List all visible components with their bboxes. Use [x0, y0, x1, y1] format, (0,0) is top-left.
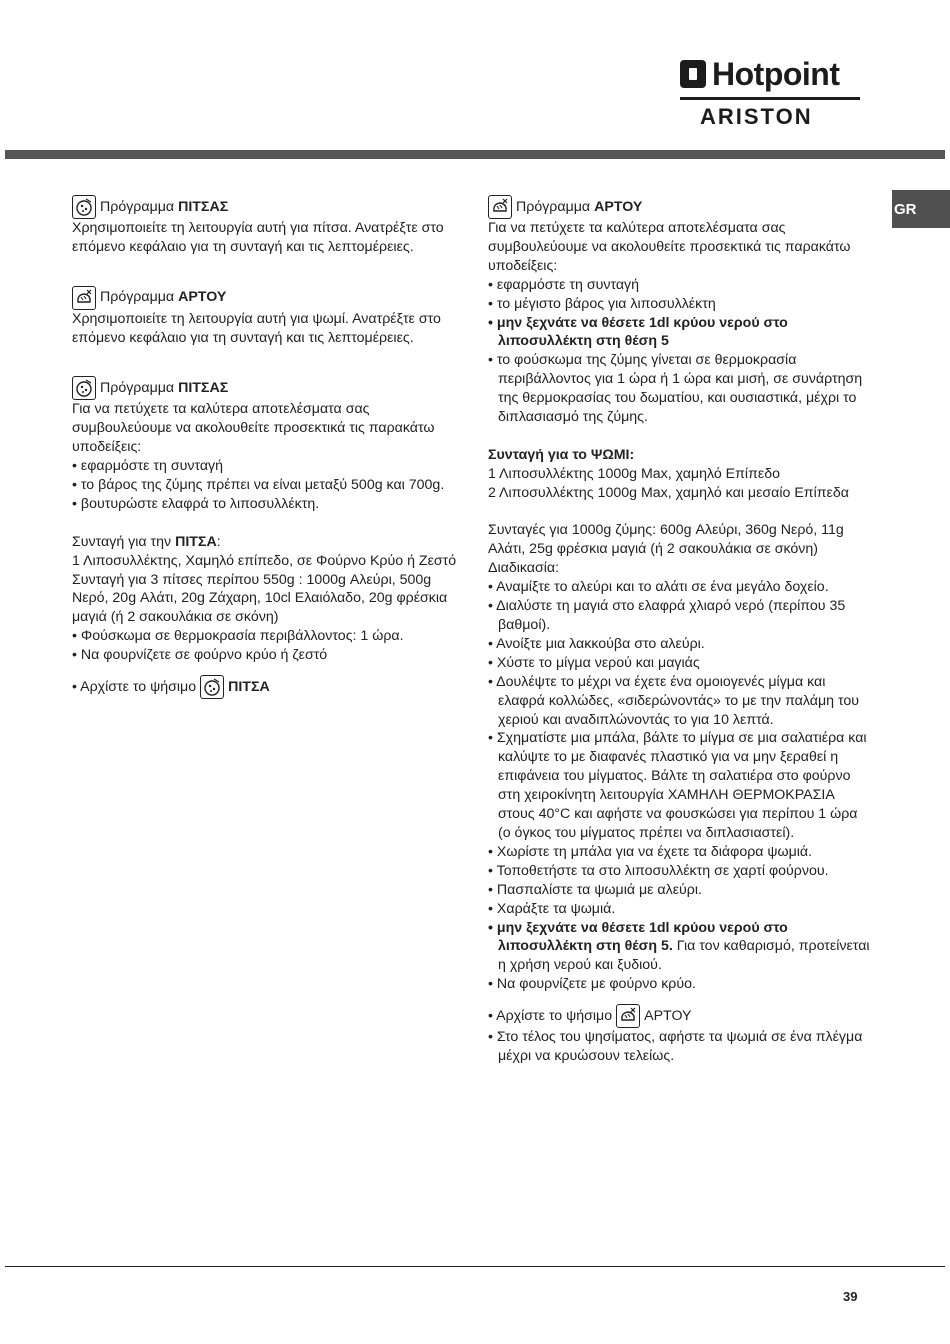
logo-mark-icon: [680, 60, 706, 88]
list-item: • το μέγιστο βάρος για λιποσυλλέκτη: [488, 295, 716, 312]
list-item: • Στο τέλος του ψησίματος, αφήστε τα ψωμιά σε ένα πλέγμα μέχρι να κρυώσουν τελείως.: [488, 1029, 863, 1065]
list-item: [488, 919, 873, 976]
page-number: 39: [843, 1289, 858, 1304]
logo-rule: [680, 97, 860, 100]
bread-program-icon: [488, 195, 512, 219]
right-column: [488, 195, 873, 1066]
list-item: • Χαράξτε τα ψωμιά.: [488, 900, 616, 917]
paragraph: 1 Λιποσυλλέκτης 1000g Max, χαμηλό Επίπεδο: [488, 465, 780, 482]
list-item: • Χωρίστε τη μπάλα για να έχετε τα διάφορα ψωμιά.: [488, 843, 813, 860]
recipe-suffix: :: [216, 533, 221, 550]
list-item: • Πασπαλίστε τα ψωμιά με αλεύρι.: [488, 881, 702, 898]
paragraph: 1 Λιποσυλλέκτης, Χαμηλό επίπεδο, σε Φούρνο Κρύο ή Ζεστό: [72, 552, 457, 569]
section-heading: [72, 195, 457, 219]
brand-row: [680, 56, 840, 92]
heading-prefix: Πρόγραμμα: [100, 198, 175, 215]
paragraph: 2 Λιποσυλλέκτης 1000g Max, χαμηλό και μεσαίο Επίπεδα: [488, 484, 849, 501]
list-item: • Σχηματίστε μια μπάλα, βάλτε το μίγμα σε μια σαλατιέρα και καλύψτε το με διαφανές πλαστικό για να μην ξεραθεί η επιφάνεια του μίγματος. Βάλτε τη σαλατιέρα στο φούρνο στη χειροκίνητη λειτουργία ΧΑΜΗΛΗ ΘΕΡΜΟΚΡΑΣΙΑ στους 40°C και αφήστε να φουσκώσει για περίπου 1 ώρα (ο όγκος του μίγματος πρέπει να διπλασιαστεί).: [488, 730, 867, 841]
paragraph: Για να πετύχετε τα καλύτερα αποτελέσματα σας συμβουλεύουμε να ακολουθείτε προσεκτικά τις παρακάτω υποδείξεις:: [72, 401, 435, 456]
list-item: • Τοποθετήστε τα στο λιποσυλλέκτη σε χαρτί φούρνου.: [488, 862, 829, 879]
section-heading: [72, 376, 457, 400]
list-item: • Να φουρνίζετε με φούρνο κρύο.: [488, 976, 696, 993]
heading-title: ΑΡΤΟΥ: [594, 198, 643, 215]
recipe-heading: [488, 446, 873, 465]
list-item: • Φούσκωμα σε θερμοκρασία περιβάλλοντος: 1 ώρα.: [72, 628, 404, 645]
list-item: • Δουλέψτε το μέχρι να έχετε ένα ομοιογενές μίγμα και ελαφρά κολλώδες, «σιδερώνοντάς» το με την παλάμη του χεριού και αναδιπλώνοντάς το για 10 λεπτά.: [488, 673, 860, 728]
list-item: • Χύστε το μίγμα νερού και μαγιάς: [488, 654, 700, 671]
heading-prefix: Πρόγραμμα: [516, 198, 591, 215]
start-title: ΑΡΤΟΥ: [644, 1007, 692, 1024]
list-item: • το φούσκωμα της ζύμης γίνεται σε θερμοκρασία περιβάλλοντος για 1 ώρα ή 1 ώρα και μισή, σε συνάρτηση της θερμοκρασίας του δωματίου, και ουσιαστικά, μέχρι το διπλασιασμό της ζύμης.: [488, 352, 863, 426]
pizza-program-icon: [72, 376, 96, 400]
paragraph: Χρησιμοποιείτε τη λειτουργία αυτή για ψωμί. Ανατρέξτε στο επόμενο κεφάλαιο για τη συνταγή και τις λεπτομέρειες.: [72, 310, 441, 346]
list-item: • Να φουρνίζετε σε φούρνο κρύο ή ζεστό: [72, 647, 328, 664]
start-title: ΠΙΤΣΑ: [228, 678, 270, 695]
start-prefix: • Αρχίστε το ψήσιμο: [488, 1007, 613, 1024]
list-item: • Ανοίξτε μια λακκούβα στο αλεύρι.: [488, 635, 705, 652]
list-item: • βουτυρώστε ελαφρά το λιποσυλλέκτη.: [72, 495, 320, 512]
paragraph: Χρησιμοποιείτε τη λειτουργία αυτή για πίτσα. Ανατρέξτε στο επόμενο κεφάλαιο για τη συνταγή και τις λεπτομέρειες.: [72, 220, 444, 255]
paragraph: Για να πετύχετε τα καλύτερα αποτελέσματα σας συμβουλεύουμε να ακολουθείτε προσεκτικά τις παρακάτω υποδείξεις:: [488, 220, 851, 274]
heading-prefix: Πρόγραμμα: [100, 289, 175, 306]
bold-tip: • μην ξεχνάτε να θέσετε 1dl κρύου νερού στο λιποσυλλέκτη στη θέση 5: [488, 314, 788, 350]
heading-prefix: Πρόγραμμα: [100, 379, 175, 396]
brand-name: Hotpoint: [712, 56, 840, 92]
list-item: • το βάρος της ζύμης πρέπει να είναι μεταξύ 500g και 700g.: [72, 477, 445, 494]
bold-step: • μην ξεχνάτε να θέσετε 1dl κρύου νερού στο λιποσυλλέκτη στη θέση 5.: [488, 919, 788, 955]
start-cooking: [72, 675, 457, 699]
bread-program-icon: [616, 1004, 640, 1028]
list-item: [488, 314, 873, 352]
heading-title: ΠΙΤΣΑΣ: [178, 379, 229, 396]
start-prefix: • Αρχίστε το ψήσιμο: [72, 678, 197, 695]
left-column: [72, 195, 457, 699]
recipe-heading: [72, 533, 457, 552]
header-bar: [5, 150, 945, 159]
recipe-prefix: Συνταγή για την: [72, 533, 176, 550]
brand-sub: ARISTON: [700, 104, 813, 129]
list-item: • εφαρμόστε τη συνταγή: [488, 276, 640, 293]
list-item: • Διαλύστε τη μαγιά στο ελαφρά χλιαρό νερό (περίπου 35 βαθμοί).: [488, 598, 846, 633]
paragraph: Συνταγές για 1000g ζύμης: 600g Αλεύρι, 360g Νερό, 11g Αλάτι, 25g φρέσκια μαγιά (ή 2 σακουλάκια σε σκόνη): [488, 522, 844, 558]
recipe-title: ΨΩΜΙ: [590, 446, 630, 463]
bread-program-icon: [72, 286, 96, 310]
heading-title: ΠΙΤΣΑΣ: [178, 198, 229, 215]
section-heading: [488, 195, 873, 219]
brand-logo: [680, 56, 862, 130]
paragraph: Συνταγή για 3 πίτσες περίπου 550g : 1000g Αλεύρι, 500g Νερό, 20g Αλάτι, 20g Ζάχαρη, 10cl Ελαιόλαδο, 20g φρέσκια μαγιά (ή 2 σακουλάκια σε σκόνη): [72, 571, 448, 626]
pizza-program-icon: [72, 195, 96, 219]
heading-title: ΑΡΤΟΥ: [178, 289, 227, 306]
recipe-prefix: Συνταγή για το: [488, 446, 591, 463]
recipe-suffix: :: [629, 446, 635, 463]
list-item: • εφαρμόστε τη συνταγή: [72, 458, 224, 475]
pizza-program-icon: [200, 675, 224, 699]
recipe-title: ΠΙΤΣΑ: [175, 533, 217, 550]
footer-rule: [5, 1266, 945, 1267]
language-tab: GR: [892, 190, 950, 228]
section-heading: [72, 286, 457, 310]
step-rest: Για τον καθαρισμό, προτείνεται η χρήση νερού και ξυδιού.: [498, 938, 870, 974]
list-item: • Αναμίξτε το αλεύρι και το αλάτι σε ένα μεγάλο δοχείο.: [488, 579, 829, 596]
start-cooking: [488, 1004, 873, 1028]
procedure-label: Διαδικασία:: [488, 560, 560, 577]
